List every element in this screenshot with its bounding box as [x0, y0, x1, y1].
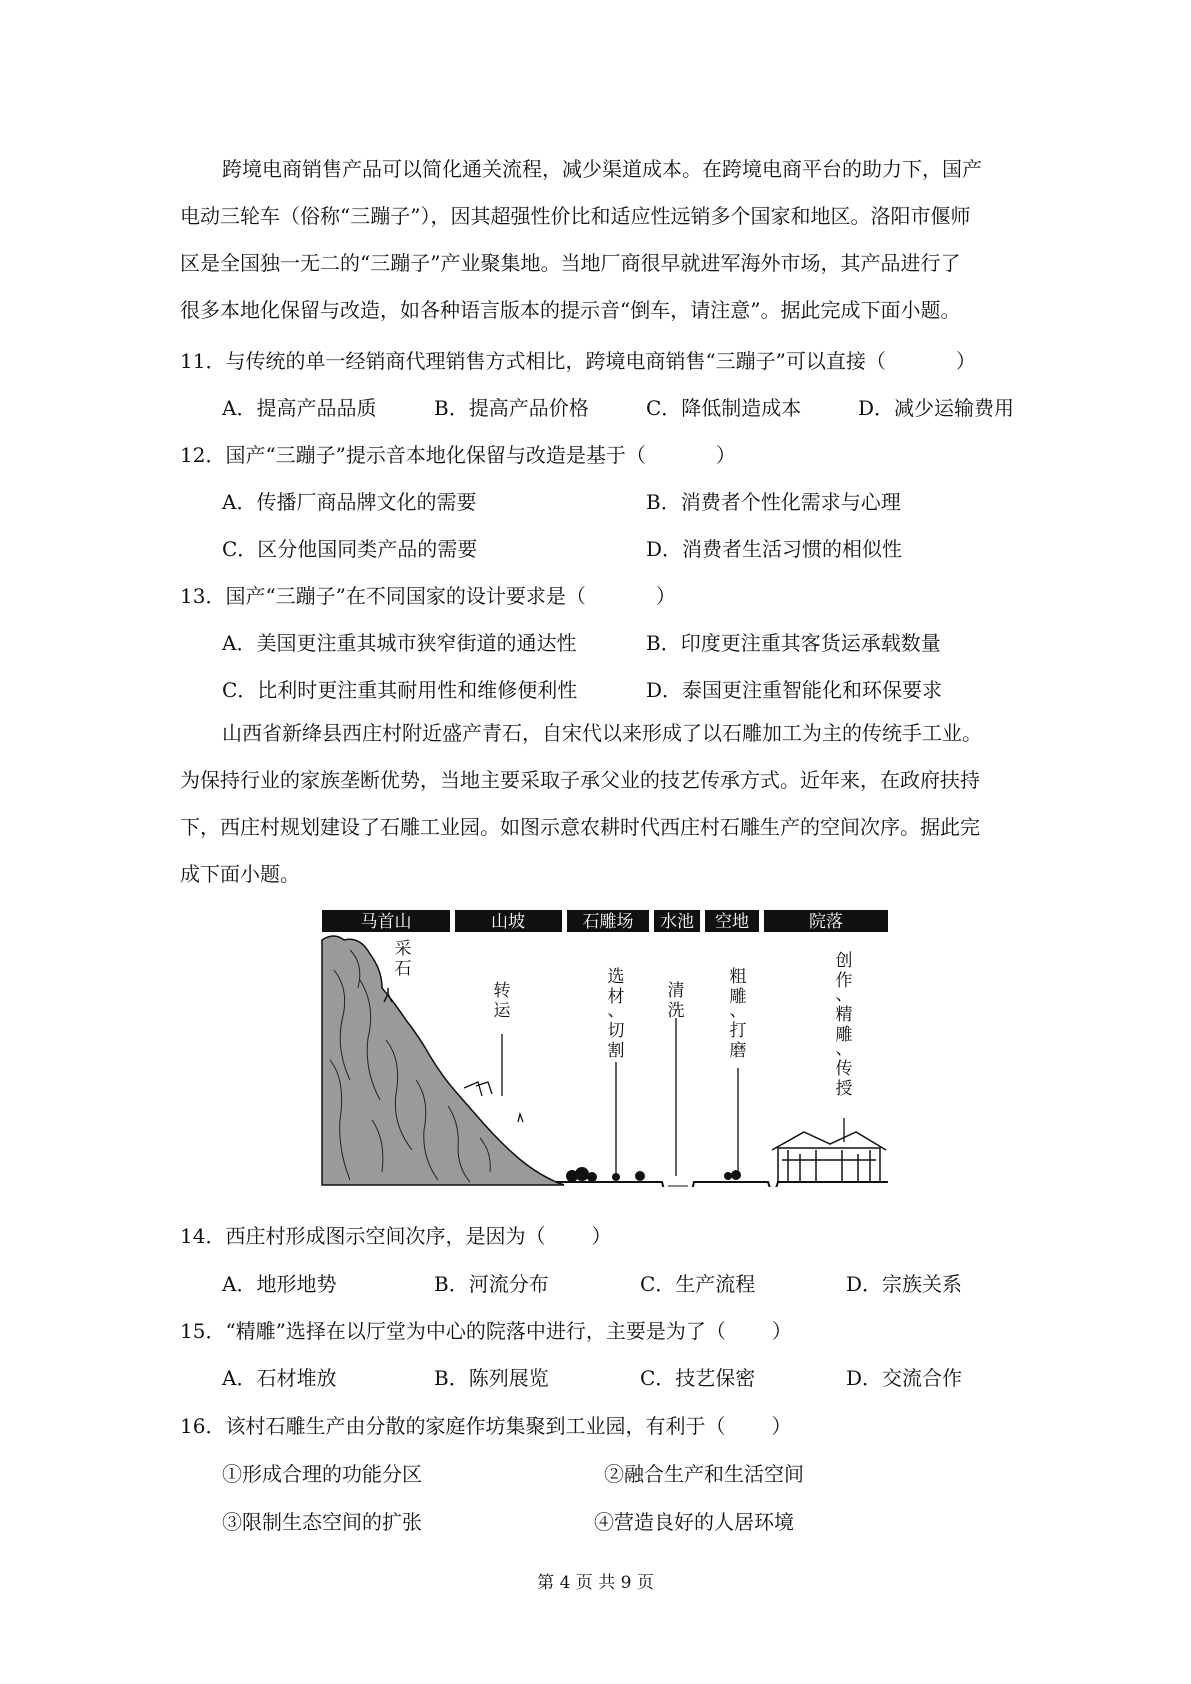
- label-select-cut: 选材、切割: [607, 967, 625, 1060]
- option-13-d[interactable]: D．泰国更注重智能化和环保要求: [646, 678, 943, 702]
- option-15-a[interactable]: A．石材堆放: [222, 1366, 337, 1390]
- option-12-b[interactable]: B．消费者个性化需求与心理: [646, 490, 901, 514]
- header-mashoushan: 马首山: [360, 912, 412, 931]
- label-create-carve-teach: 创作、精雕、传授: [835, 951, 853, 1098]
- passage-1-line: 电动三轮车（俗称“三蹦子”），因其超强性价比和适应性远销多个国家和地区。洛阳市偃师: [180, 204, 971, 228]
- bracket-close: ）: [955, 349, 976, 373]
- option-12-c[interactable]: C．区分他国同类产品的需要: [222, 537, 478, 561]
- header-kongdi: 空地: [715, 912, 749, 931]
- question-14-text: 14．西庄村形成图示空间次序，是因为（: [180, 1224, 546, 1248]
- passage-2-line: 下，西庄村规划建设了石雕工业园。如图示意农耕时代西庄村石雕生产的空间次序。据此完: [180, 815, 980, 839]
- option-16-3[interactable]: ③限制生态空间的扩张: [222, 1510, 422, 1534]
- question-11-text: 11．与传统的单一经销商代理销售方式相比，跨境电商销售“三蹦子”可以直接（: [180, 349, 886, 373]
- passage-1-line: 很多本地化保留与改造，如各种语言版本的提示音“倒车，请注意”。据此完成下面小题。: [180, 298, 961, 322]
- question-16-text: 16．该村石雕生产由分散的家庭作坊集聚到工业园，有利于（: [180, 1414, 726, 1438]
- shrubs: [566, 1167, 741, 1182]
- passage-2-line: 为保持行业的家族垄断优势，当地主要采取子承父业的技艺传承方式。近年来，在政府扶持: [180, 768, 980, 792]
- option-11-b[interactable]: B．提高产品价格: [434, 396, 589, 420]
- passage-2-line: 成下面小题。: [180, 862, 300, 886]
- question-14-stem: [180, 1220, 611, 1249]
- option-14-c[interactable]: C．生产流程: [640, 1272, 756, 1296]
- bracket-close: ）: [655, 584, 676, 608]
- courtyard-building: [772, 1132, 886, 1182]
- label-wash: 清洗: [667, 981, 685, 1020]
- passage-1: [180, 146, 1010, 334]
- bracket-close: ）: [715, 443, 736, 467]
- question-12-stem: [180, 439, 736, 468]
- bracket-close: ）: [591, 1224, 612, 1248]
- bracket-close: ）: [771, 1414, 792, 1438]
- label-transport: 转运: [493, 981, 511, 1020]
- option-12-a[interactable]: A．传播厂商品牌文化的需要: [222, 490, 477, 514]
- passage-2: [180, 710, 1010, 898]
- option-16-4[interactable]: ④营造良好的人居环境: [594, 1510, 794, 1534]
- option-11-d[interactable]: D．减少运输费用: [858, 396, 1015, 420]
- option-14-a[interactable]: A．地形地势: [222, 1272, 337, 1296]
- question-11-stem: [180, 345, 976, 374]
- leader-lines: [502, 1018, 844, 1180]
- question-12-text: 12．国产“三蹦子”提示音本地化保留与改造是基于（: [180, 443, 646, 467]
- option-13-b[interactable]: B．印度更注重其客货运承载数量: [646, 631, 941, 655]
- option-15-d[interactable]: D．交流合作: [846, 1366, 963, 1390]
- header-shidiaochang: 石雕场: [582, 912, 634, 931]
- passage-2-line: 山西省新绛县西庄村附近盛产青石，自宋代以来形成了以石雕加工为主的传统手工业。: [222, 721, 982, 745]
- passage-1-line: 区是全国独一无二的“三蹦子”产业聚集地。当地厂商很早就进军海外市场，其产品进行了: [180, 251, 961, 275]
- page-footer: 第 4 页 共 9 页: [537, 1573, 654, 1593]
- label-rough-grind: 粗雕、打磨: [729, 967, 747, 1060]
- option-11-c[interactable]: C．降低制造成本: [646, 396, 802, 420]
- bracket-close: ）: [771, 1319, 792, 1343]
- option-16-2[interactable]: ②融合生产和生活空间: [604, 1462, 804, 1486]
- question-13-text: 13．国产“三蹦子”在不同国家的设计要求是（: [180, 584, 586, 608]
- option-13-a[interactable]: A．美国更注重其城市狭窄街道的通达性: [222, 631, 577, 655]
- label-quarry: 采石: [394, 939, 412, 978]
- option-12-d[interactable]: D．消费者生活习惯的相似性: [646, 537, 903, 561]
- worker-figure: [518, 1114, 523, 1122]
- header-shanpo: 山坡: [491, 912, 525, 931]
- header-yuanluo: 院落: [809, 912, 843, 931]
- option-13-c[interactable]: C．比利时更注重其耐用性和维修便利性: [222, 678, 578, 702]
- cart-frame: [464, 1082, 492, 1096]
- stone-carving-spatial-sequence-figure: [320, 910, 908, 1187]
- option-15-b[interactable]: B．陈列展览: [434, 1366, 549, 1390]
- question-16-stem: [180, 1410, 791, 1439]
- mountain-illustration: [322, 936, 564, 1185]
- passage-1-line: 跨境电商销售产品可以简化通关流程，减少渠道成本。在跨境电商平台的助力下，国产: [222, 157, 982, 181]
- question-15-text: 15．“精雕”选择在以厅堂为中心的院落中进行，主要是为了（: [180, 1319, 726, 1343]
- question-13-stem: [180, 580, 676, 609]
- option-11-a[interactable]: A．提高产品品质: [222, 396, 377, 420]
- question-15-stem: [180, 1315, 792, 1344]
- option-14-d[interactable]: D．宗族关系: [846, 1272, 963, 1296]
- option-14-b[interactable]: B．河流分布: [434, 1272, 549, 1296]
- option-16-1[interactable]: ①形成合理的功能分区: [222, 1462, 422, 1486]
- header-shuichi: 水池: [660, 912, 694, 931]
- option-15-c[interactable]: C．技艺保密: [640, 1366, 756, 1390]
